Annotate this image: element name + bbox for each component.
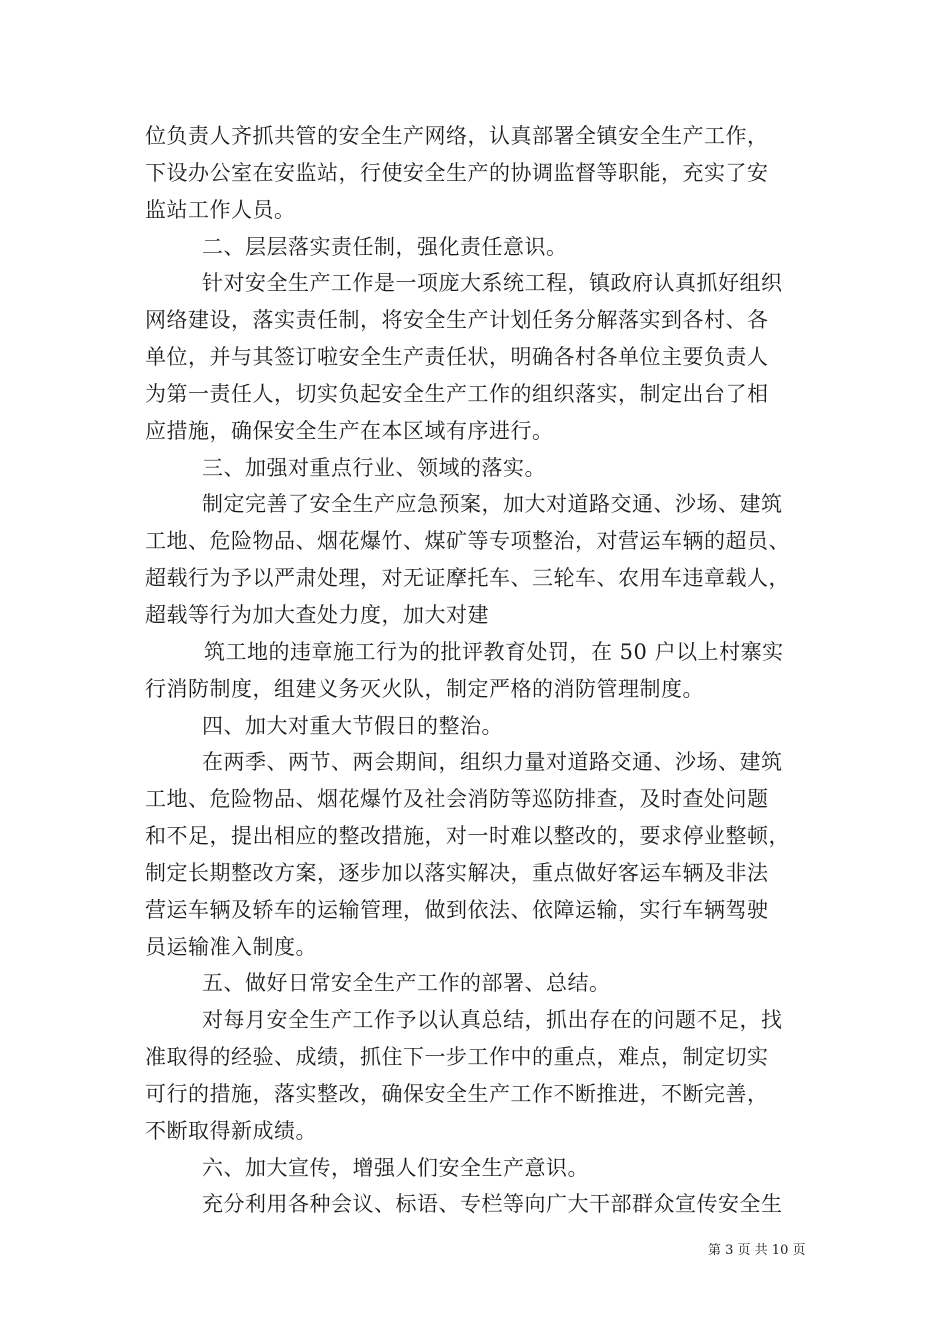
text-line: 六、加大宣传，增强人们安全生产意识。: [202, 1155, 589, 1180]
text-line: 三、加强对重点行业、领域的落实。: [202, 455, 546, 480]
text-line: 筑工地的违章施工行为的批评教育处罚，在 50 户以上村寨实: [204, 639, 784, 664]
text-line: 网络建设，落实责任制，将安全生产计划任务分解落实到各村、各: [145, 308, 769, 333]
text-line: 制定完善了安全生产应急预案，加大对道路交通、沙场、建筑: [202, 492, 783, 517]
document-body: [145, 118, 810, 1223]
text-line: 行消防制度，组建义务灭火队，制定严格的消防管理制度。: [145, 676, 704, 701]
text-line: 充分利用各种会议、标语、专栏等向广大干部群众宣传安全生: [202, 1192, 783, 1217]
text-line: 和不足，提出相应的整改措施，对一时难以整改的，要求停业整顿，: [145, 824, 790, 849]
text-line: 工地、危险物品、烟花爆竹及社会消防等巡防排查，及时查处问题: [145, 787, 769, 812]
text-line: 员运输准入制度。: [145, 934, 317, 959]
text-line: 四、加大对重大节假日的整治。: [202, 713, 503, 738]
page-number: 第 3 页 共 10 页: [708, 1243, 806, 1258]
text-line: 超载行为予以严肃处理，对无证摩托车、三轮车、农用车违章载人，: [145, 566, 790, 591]
text-line: 超载等行为加大查处力度，加大对建: [145, 602, 489, 627]
text-line: 对每月安全生产工作予以认真总结，抓出存在的问题不足，找: [202, 1008, 783, 1033]
text-line: 在两季、两节、两会期间，组织力量对道路交通、沙场、建筑: [202, 750, 783, 775]
text-line: 监站工作人员。: [145, 197, 296, 222]
text-line: 为第一责任人，切实负起安全生产工作的组织落实，制定出台了相: [145, 381, 769, 406]
text-line: 不断取得新成绩。: [145, 1118, 317, 1143]
text-line: 准取得的经验、成绩，抓住下一步工作中的重点，难点，制定切实: [145, 1045, 769, 1070]
text-line: 位负责人齐抓共管的安全生产网络，认真部署全镇安全生产工作，: [145, 124, 769, 148]
text-line: 工地、危险物品、烟花爆竹、煤矿等专项整治，对营运车辆的超员、: [145, 529, 790, 554]
text-line: 二、层层落实责任制，强化责任意识。: [202, 234, 568, 259]
text-line: 五、做好日常安全生产工作的部署、总结。: [202, 971, 611, 996]
text-line: 下设办公室在安监站，行使安全生产的协调监督等职能，充实了安: [145, 160, 769, 185]
text-line: 可行的措施，落实整改，确保安全生产工作不断推进，不断完善，: [145, 1081, 769, 1106]
text-line: 营运车辆及轿车的运输管理，做到依法、依障运输，实行车辆驾驶: [145, 897, 769, 922]
text-line: 单位，并与其签订啦安全生产责任状，明确各村各单位主要负责人: [145, 345, 769, 370]
text-line: 针对安全生产工作是一项庞大系统工程，镇政府认真抓好组织: [202, 271, 783, 296]
text-line: 制定长期整改方案，逐步加以落实解决，重点做好客运车辆及非法: [145, 860, 769, 885]
text-line: 应措施，确保安全生产在本区域有序进行。: [145, 418, 554, 443]
